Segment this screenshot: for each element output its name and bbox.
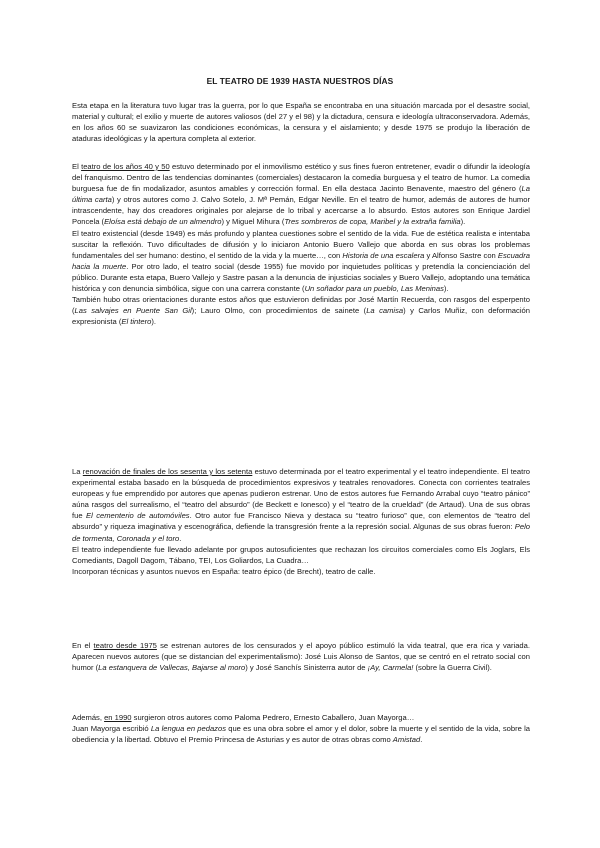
section-40s-50s-heading-link: teatro de los años 40 y 50 (81, 162, 170, 171)
section-renovacion-heading-link: renovación de finales de los sesenta y los setenta (82, 467, 253, 476)
section-1975-heading-link: teatro desde 1975 (93, 641, 157, 650)
section-40s-50s-paragraph-2: El teatro existencial (desde 1949) es más profundo y plantea cuestiones sobre el sentido de la vida. Fue de estética realista e intentaba suscitar la reflexión. Tuvo dificultades de difusión y lo iniciaron Antonio Buero Vallejo que aborda en sus obras los problemas fundamentales del ser humano: destino, el sentido de la vida y la muerte…, con Historia de una escalera y Alfonso Sastre con Escuadra hacia la muerte. Por otro lado, el teatro social (desde 1955) fue movido por inquietudes políticas y pretendía la concienciación del público. Durante esta etapa, Buero Vallejo y Sastre pasan a la denuncia de injusticias sociales y Buero Vallejo, adoptando una temática histórica y con denuncia simbólica, sigue con una carrera constante (Un soñador para un pueblo, Las Meninas). (72, 228, 530, 294)
section-renovacion-paragraph-3: Incorporan técnicas y asuntos nuevos en España: teatro épico (de Brecht), teatro de calle. (72, 566, 376, 576)
section-renovacion (72, 466, 530, 577)
section-40s-50s-paragraph-1: El teatro de los años 40 y 50 estuvo determinado por el inmovilismo estético y sus fines fueron entretener, evadir o difundir la ideología del franquismo. Dentro de las tendencias dominantes (comerciales) destacaron la comedia burguesa y el teatro de humor. La comedia burguesa fue de fin modalizador, asuntos amables y corrección formal. En ella destaca Jacinto Benavente, maestro del género (La última carta) y otros autores como J. Calvo Sotelo, J. Mª Pemán, Edgar Neville. En el teatro de humor, además de autores de humor intrascendente, hay dos creadores originales por alejarse de lo tribal y acercarse a lo absurdo. Estos autores son Enrique Jardiel Poncela (Eloísa está debajo de un almendro) y Miguel Mihura (Tres sombreros de copa, Maribel y la extraña familia). (72, 162, 531, 227)
section-1990-paragraph-1: Además, en 1990 surgieron otros autores como Paloma Pedrero, Ernesto Caballero, Juan Mayorga… (72, 713, 415, 722)
section-40s-50s (72, 161, 530, 327)
section-1975 (72, 640, 530, 673)
section-40s-50s-paragraph-3: También hubo otras orientaciones durante estos años que estuvieron definidas por José Martín Recuerda, con rasgos del esperpento (Las salvajes en Puente San Gil); Lauro Olmo, con procedimientos de sainete (La camisa) y Carlos Muñiz, con deformación expresionista (El tintero). (72, 295, 530, 327)
section-1990-paragraph-2: Juan Mayorga escribió La lengua en pedazos que es una obra sobre el amor y el dolor, sobre la muerte y el sentido de la vida, sobre la obediencia y la libertad. Obtuvo el Premio Princesa de Asturias y es autor de otras obras como Amistad. (72, 724, 530, 745)
section-renovacion-paragraph-1: La renovación de finales de los sesenta y los setenta estuvo determinada por el teatro experimental y el teatro independiente. El teatro experimental estaba basado en la búsqueda de procedimientos expresivos y teatrales renovadores. Conecta con corrientes teatrales europeas y fue emprendido por autores que apenas pudieron estrenar. Uno de estos autores fue Fernando Arrabal cuyo “teatro pánico” aúna rasgos del surrealismo, el “teatro del absurdo” (de Beckett e Ionesco) y el “teatro de la crueldad” (de Artaud). Una de sus obras fue El cementerio de automóviles. Otro autor fue Francisco Nieva y destaca su “teatro furioso” que, con elementos de “teatro del absurdo” y riqueza imaginativa y escenográfica, defiende la transgresión frente a la represión social. Algunas de sus obras fueron: Pelo de tormenta, Coronada y el toro. (72, 467, 530, 543)
section-1990 (72, 712, 530, 745)
document-title: EL TEATRO DE 1939 HASTA NUESTROS DÍAS (206, 76, 394, 86)
section-1990-heading-link: en 1990 (104, 713, 132, 722)
section-1975-paragraph: En el teatro desde 1975 se estrenan autores de los censurados y el apoyo público estimuló la vida teatral, que era rica y variada. Aparecen nuevos autores (que se distancian del experimentalismo): José Luis Alonso de Santos, que se centró en el retrato social con humor (La estanquera de Vallecas, Bajarse al moro) y José Sanchís Sinisterra autor de ¡Ay, Carmela! (sobre la Guerra Civil). (72, 641, 530, 673)
intro-text: Esta etapa en la literatura tuvo lugar tras la guerra, por lo que España se encontraba en una situación marcada por el desastre social, material y cultural; el exilio y muerte de autores valiosos (del 27 y el 98) y la dictadura, censura e ideología ultraconservadora. Además, en los años 60 se suavizaron las condiciones económicas, la censura y el aislamiento; y desde 1975 se produjo la liberación de ataduras ideológicas y la apertura completa al exterior. (72, 101, 530, 144)
intro-paragraph (72, 100, 530, 144)
section-renovacion-paragraph-2: El teatro independiente fue llevado adelante por grupos autosuficientes que rechazan los circuitos comerciales como Els Joglars, Els Comediants, Dagoll Dagom, Tábano, TEI, Los Goliardos, La Cuadra… (72, 544, 530, 565)
